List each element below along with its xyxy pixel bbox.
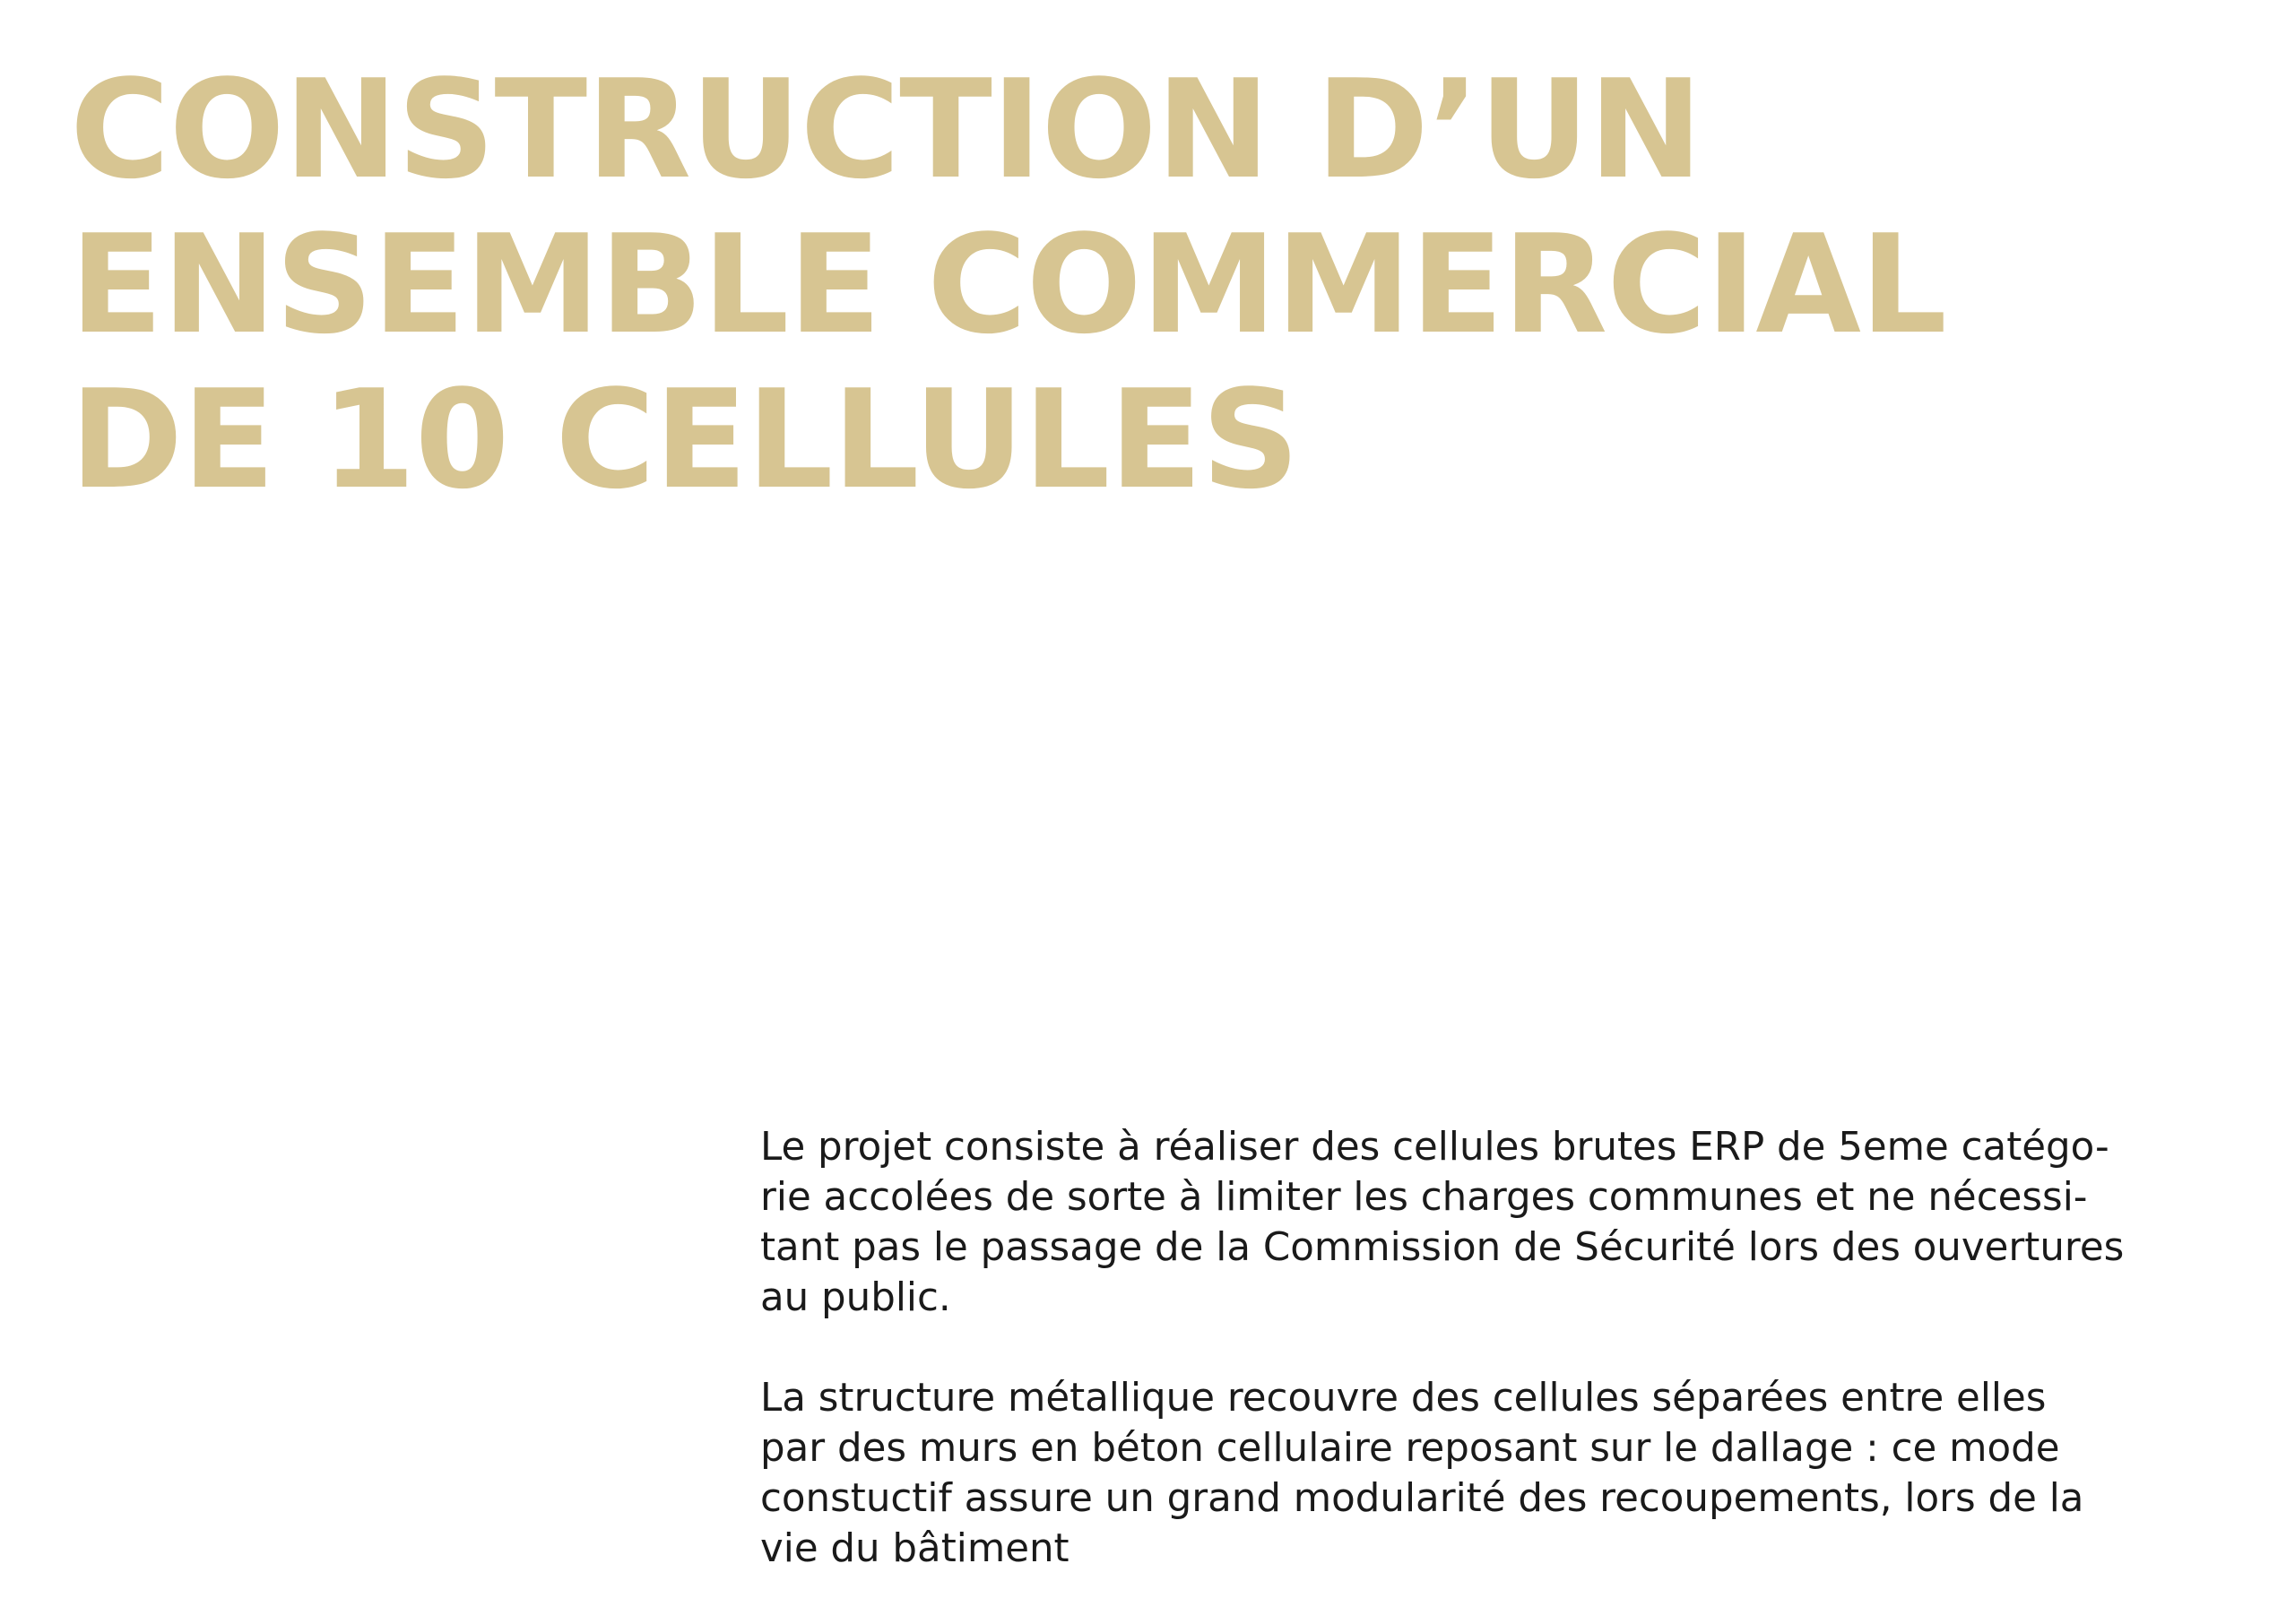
text-line: tant pas le passage de la Commission de Sécurité lors des ouvertures	[760, 1225, 2125, 1270]
text-line: La structure métallique recouvre des cellules séparées entre elles	[760, 1376, 2047, 1421]
paragraph-structure	[760, 1373, 2239, 1574]
text-line: par des murs en béton cellulaire reposant sur le dallage : ce mode	[760, 1426, 2060, 1471]
text-line: constuctif assure un grand modularité des recoupements, lors de la	[760, 1476, 2084, 1521]
title-line: DE 10 CELLULES	[70, 360, 1299, 519]
description-text	[760, 1122, 2239, 1624]
text-line: vie du bâtiment	[760, 1526, 1070, 1571]
title-line: CONSTRUCTION D’UN	[70, 50, 1702, 209]
paragraph-project	[760, 1122, 2239, 1323]
title-line: ENSEMBLE COMMERCIAL	[70, 205, 1946, 364]
text-line: Le projet consiste à réaliser des cellules brutes ERP de 5eme catégo-	[760, 1125, 2109, 1170]
text-line: rie accolées de sorte à limiter les charges communes et ne nécessi-	[760, 1175, 2088, 1220]
document-title	[70, 52, 1946, 517]
text-line: au public.	[760, 1275, 951, 1320]
